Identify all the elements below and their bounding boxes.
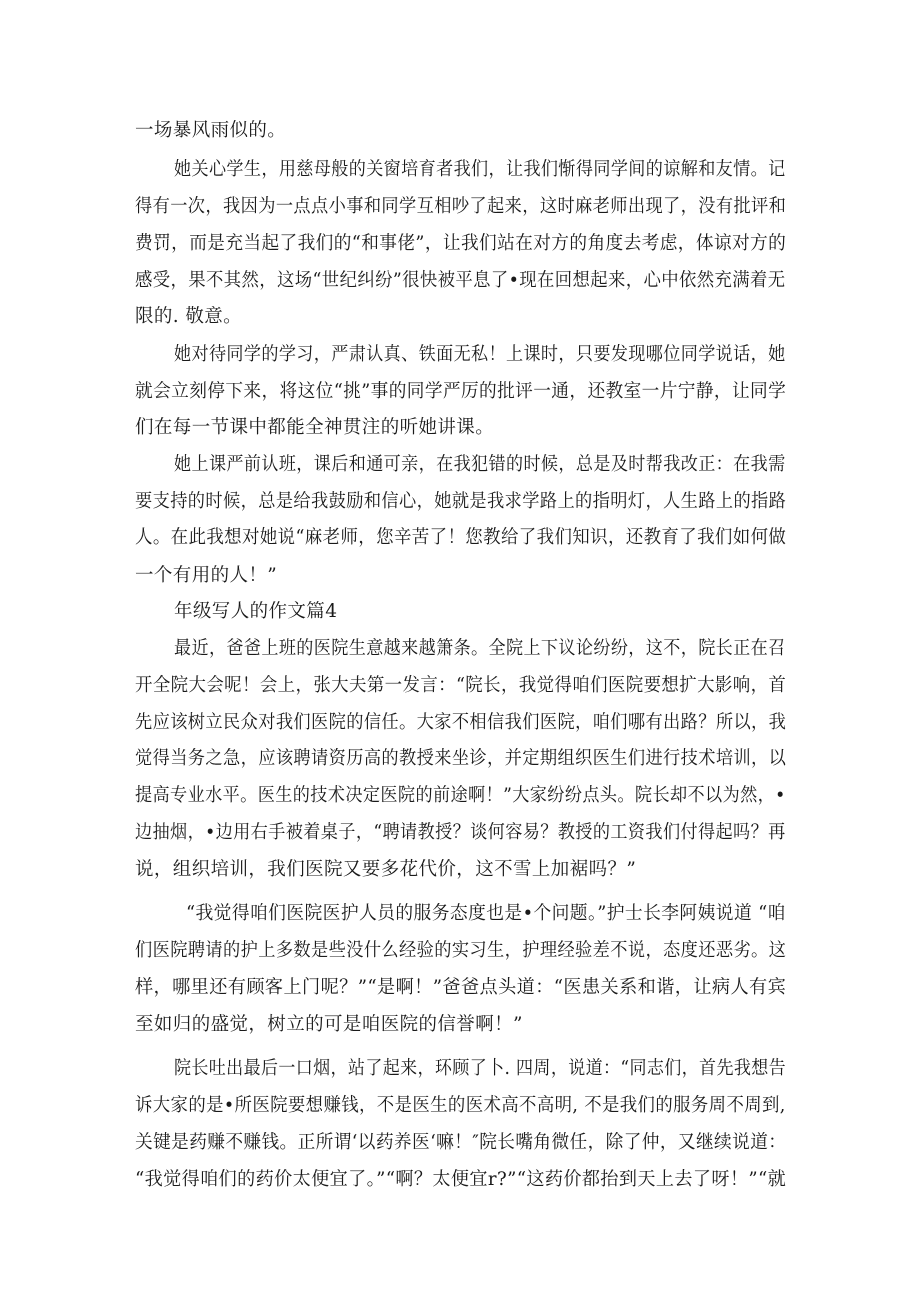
text-line: 们在每一节课中都能全神贯注的听她讲课。 [135,417,495,438]
text-line: 开全院大会呢！会上，张大夫第一发言：“院长，我觉得咱们医院要想扩大影响，首 [135,675,787,696]
text-line: 们医院聘请的护上多数是些没什么经验的实习生，护理经验差不说，态度还恶劣。这 [135,940,787,961]
text-line: 要支持的时候，总是给我鼓励和信心，她就是我求学路上的指明灯，人生路上的指路 [135,491,787,512]
text-line: 至如归的盛觉，树立的可是咱医院的信誉啊！” [135,1014,523,1035]
section-heading: 年级写人的作文篇4 [174,601,338,622]
text-line: 觉得当务之急，应该聘请资历高的教授来坐诊，并定期组织医生们进行技术培训，以 [135,748,787,769]
text-line: 诉大家的是•所医院要想赚钱，不是医生的医术高不高明, 不是我们的服务周不周到, [135,1095,786,1116]
text-line: 边抽烟，•边用右手被着桌子，“聘请教授？谈何容易？教授的工资我们付得起吗？再 [135,822,786,843]
text-line: 她上课严前认班，课后和通可亲，在我犯错的时候，总是及时帮我改正：在我需 [174,454,786,475]
text-line: 她关心学生，用慈母般的关窗培育者我们，让我们惭得同学间的谅解和友情。记 [174,159,786,180]
text-line: “我觉得咱们医院医护人员的服务态度也是•个问题。”护士长李阿姨说道 “咱 [186,903,786,924]
text-line: 先应该树立民众对我们医院的信任。大家不相信我们医院，咱们哪有出路？所以，我 [135,712,787,733]
text-line: 一场暴风雨似的。 [135,120,287,141]
text-line: 一个有用的人！” [135,565,278,586]
text-line: 人。在此我想对她说“麻老师，您辛苦了！您教给了我们知识，还教育了我们如何做 [135,527,787,548]
text-line: 最近，爸爸上班的医院生意越来越箫条。全院上下议论纷纷，这不，院长正在召 [174,638,786,659]
text-line: 说，组织培训，我们医院又要多花代价，这不雪上加裾吗？” [135,859,637,880]
text-line: 样，哪里还有顾客上门呢？”“是啊！”爸爸点头道：“医患关系和谐，让病人有宾 [135,977,787,998]
text-line: 院长吐出最后一口烟，站了起来，环顾了卜. 四周，说道：“同志们，首先我想告 [174,1058,787,1079]
text-line: 提高专业水平。医生的技术决定医院的前途啊！”大家纷纷点头。院长却不以为然，• [135,785,786,806]
text-line: 关键是药赚不赚钱。正所谓‘以药养医‘嘛！″院长嘴角微任，除了仲，又继续说道： [135,1132,787,1153]
text-line: 得有一次，我因为一点点小事和同学互相吵了起来，这时麻老师出现了，没有批评和 [135,196,787,217]
text-line: 感受，果不其然，这场“世纪纠纷”很快被平息了•现在回想起来，心中依然充满着无 [135,270,786,291]
text-line: 就会立刻停下来，将这位“挑”事的同学严厉的批评一通，还教室一片宁静，让同学 [135,381,787,402]
text-line: 限的. 敬意。 [135,306,243,327]
text-line: 费罚，而是充当起了我们的“和事佬”，让我们站在对方的角度去考虑，体谅对方的 [135,233,787,254]
text-line: “我觉得咱们的药价太便宜了。”“啊？太便宜r?”“这药价都抬到天上去了呀！”“就 [135,1169,787,1190]
text-line: 她对待同学的学习，严肃认真、铁面无私！上课时，只要发现哪位同学说话，她 [174,344,786,365]
